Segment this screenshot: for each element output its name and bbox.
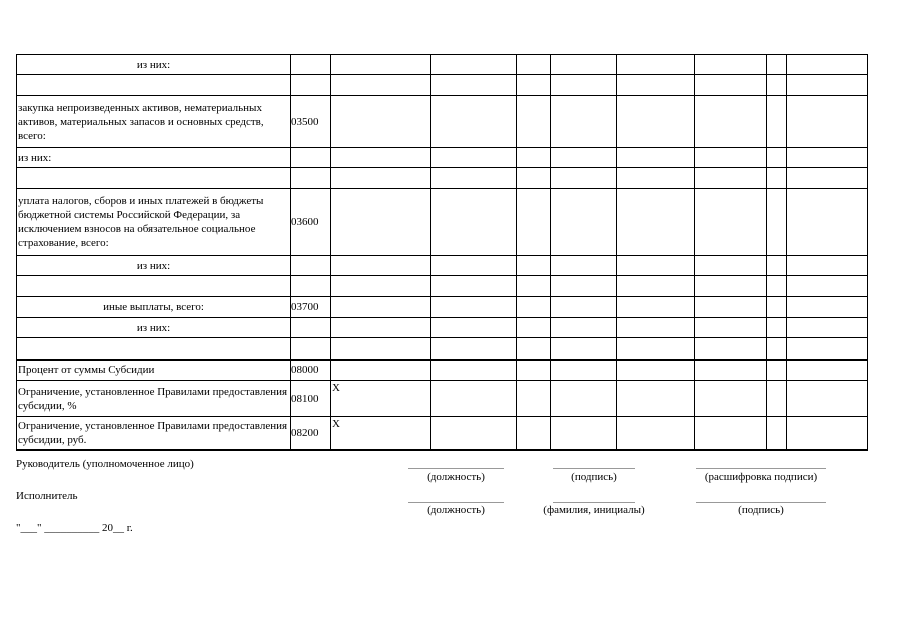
value-cell — [695, 297, 767, 318]
value-cell — [551, 360, 617, 381]
value-cell — [695, 189, 767, 256]
value-cell — [695, 338, 767, 360]
value-cell — [767, 417, 787, 450]
value-cell: X — [331, 417, 431, 450]
value-cell — [551, 148, 617, 168]
value-cell — [787, 75, 868, 96]
row-code-cell: 08000 — [291, 360, 331, 381]
value-cell — [331, 360, 431, 381]
value-cell — [517, 96, 551, 148]
executor-label: Исполнитель — [16, 490, 78, 502]
row-name-cell: Ограничение, установленное Правилами предоставления субсидии, руб. — [17, 417, 291, 450]
row-code-cell — [291, 55, 331, 75]
value-cell — [617, 189, 695, 256]
row-code-cell: 08100 — [291, 381, 331, 417]
value-cell — [787, 168, 868, 189]
value-cell — [431, 75, 517, 96]
value-cell — [787, 381, 868, 417]
value-cell — [787, 189, 868, 256]
value-cell — [787, 417, 868, 450]
value-cell — [787, 297, 868, 318]
value-cell — [431, 189, 517, 256]
row-code-cell — [291, 75, 331, 96]
row-name-cell — [17, 276, 291, 297]
value-cell — [431, 318, 517, 338]
row-code-cell — [291, 338, 331, 360]
value-cell — [431, 55, 517, 75]
head-label: Руководитель (уполномоченное лицо) — [16, 458, 194, 470]
table-row — [17, 417, 868, 450]
value-cell — [431, 297, 517, 318]
value-cell — [551, 55, 617, 75]
value-cell — [767, 318, 787, 338]
table-row — [17, 148, 868, 168]
table-row — [17, 189, 868, 256]
table-row — [17, 381, 868, 417]
row-name-cell: из них: — [17, 148, 291, 168]
value-cell — [767, 276, 787, 297]
value-cell — [331, 276, 431, 297]
value-cell — [551, 381, 617, 417]
value-cell — [767, 360, 787, 381]
value-cell — [787, 96, 868, 148]
exec-position-line — [408, 502, 504, 503]
value-cell — [617, 276, 695, 297]
row-code-cell: 08200 — [291, 417, 331, 450]
value-cell — [787, 55, 868, 75]
value-cell — [767, 189, 787, 256]
value-cell — [767, 96, 787, 148]
value-cell — [695, 55, 767, 75]
value-cell — [517, 360, 551, 381]
value-cell — [551, 256, 617, 276]
value-cell — [517, 381, 551, 417]
table-row — [17, 360, 868, 381]
head-signature-line — [553, 468, 635, 469]
value-cell — [517, 189, 551, 256]
value-cell — [331, 75, 431, 96]
value-cell — [517, 75, 551, 96]
exec-name-caption: (фамилия, инициалы) — [543, 504, 645, 516]
head-position-caption: (должность) — [427, 471, 485, 483]
value-cell — [767, 297, 787, 318]
value-cell — [431, 276, 517, 297]
value-cell — [787, 318, 868, 338]
value-cell — [331, 256, 431, 276]
value-cell — [551, 168, 617, 189]
row-code-cell — [291, 276, 331, 297]
value-cell — [431, 360, 517, 381]
row-name-cell: Ограничение, установленное Правилами предоставления субсидии, % — [17, 381, 291, 417]
value-cell — [767, 168, 787, 189]
value-cell — [787, 338, 868, 360]
value-cell — [331, 148, 431, 168]
value-cell — [431, 96, 517, 148]
value-cell — [331, 338, 431, 360]
value-cell — [517, 256, 551, 276]
value-cell — [517, 276, 551, 297]
report-table — [16, 54, 868, 451]
row-code-cell — [291, 318, 331, 338]
row-code-cell — [291, 148, 331, 168]
value-cell — [617, 318, 695, 338]
head-decoding-caption: (расшифровка подписи) — [704, 471, 818, 483]
value-cell — [551, 189, 617, 256]
value-cell — [695, 256, 767, 276]
table-row — [17, 96, 868, 148]
row-name-cell — [17, 338, 291, 360]
value-cell — [517, 318, 551, 338]
value-cell — [331, 189, 431, 256]
value-cell — [695, 318, 767, 338]
value-cell — [331, 318, 431, 338]
value-cell — [617, 360, 695, 381]
row-name-cell — [17, 75, 291, 96]
value-cell: X — [331, 381, 431, 417]
value-cell — [617, 338, 695, 360]
value-cell — [787, 276, 868, 297]
value-cell — [767, 256, 787, 276]
value-cell — [695, 75, 767, 96]
value-cell — [331, 55, 431, 75]
row-name-cell: из них: — [17, 256, 291, 276]
exec-name-line — [553, 502, 635, 503]
value-cell — [617, 96, 695, 148]
value-cell — [431, 417, 517, 450]
table-row — [17, 75, 868, 96]
value-cell — [695, 360, 767, 381]
value-cell — [695, 381, 767, 417]
value-cell — [617, 168, 695, 189]
value-cell — [767, 55, 787, 75]
table-row — [17, 297, 868, 318]
row-code-cell: 03500 — [291, 96, 331, 148]
value-cell — [695, 168, 767, 189]
row-name-cell: уплата налогов, сборов и иных платежей в бюджеты бюджетной системы Российской Федерации, за исключением взносов на обязательное социальное страхование, всего: — [17, 189, 291, 256]
value-cell — [517, 168, 551, 189]
table-row — [17, 168, 868, 189]
value-cell — [431, 168, 517, 189]
row-name-cell: из них: — [17, 318, 291, 338]
value-cell — [617, 381, 695, 417]
value-cell — [331, 96, 431, 148]
table-row — [17, 55, 868, 75]
value-cell — [695, 96, 767, 148]
row-name-cell — [17, 168, 291, 189]
value-cell — [517, 55, 551, 75]
table-row — [17, 256, 868, 276]
value-cell — [431, 338, 517, 360]
head-decoding-line — [696, 468, 826, 469]
value-cell — [617, 148, 695, 168]
value-cell — [551, 75, 617, 96]
date-line: "___" __________ 20__ г. — [16, 522, 133, 534]
value-cell — [695, 276, 767, 297]
value-cell — [617, 75, 695, 96]
row-name-cell: Процент от суммы Субсидии — [17, 360, 291, 381]
value-cell — [787, 148, 868, 168]
value-cell — [767, 381, 787, 417]
value-cell — [517, 338, 551, 360]
value-cell — [431, 256, 517, 276]
row-name-cell: закупка непроизведенных активов, нематериальных активов, материальных запасов и основных средств, всего: — [17, 96, 291, 148]
value-cell — [431, 148, 517, 168]
exec-signature-line — [696, 502, 826, 503]
table-row — [17, 318, 868, 338]
table-row — [17, 338, 868, 360]
value-cell — [617, 417, 695, 450]
value-cell — [551, 417, 617, 450]
head-signature-caption: (подпись) — [571, 471, 617, 483]
value-cell — [767, 75, 787, 96]
value-cell — [551, 96, 617, 148]
value-cell — [767, 338, 787, 360]
value-cell — [787, 360, 868, 381]
head-position-line — [408, 468, 504, 469]
value-cell — [787, 256, 868, 276]
row-code-cell: 03700 — [291, 297, 331, 318]
table-row — [17, 276, 868, 297]
row-code-cell — [291, 168, 331, 189]
value-cell — [551, 276, 617, 297]
exec-signature-caption: (подпись) — [738, 504, 784, 516]
value-cell — [695, 148, 767, 168]
value-cell — [551, 297, 617, 318]
row-name-cell: иные выплаты, всего: — [17, 297, 291, 318]
row-name-cell: из них: — [17, 55, 291, 75]
value-cell — [617, 297, 695, 318]
value-cell — [551, 318, 617, 338]
exec-position-caption: (должность) — [427, 504, 485, 516]
row-code-cell: 03600 — [291, 189, 331, 256]
value-cell — [517, 417, 551, 450]
value-cell — [617, 55, 695, 75]
value-cell — [695, 417, 767, 450]
value-cell — [551, 338, 617, 360]
row-code-cell — [291, 256, 331, 276]
value-cell — [517, 148, 551, 168]
value-cell — [331, 297, 431, 318]
value-cell — [517, 297, 551, 318]
value-cell — [767, 148, 787, 168]
value-cell — [617, 256, 695, 276]
value-cell — [331, 168, 431, 189]
value-cell — [431, 381, 517, 417]
